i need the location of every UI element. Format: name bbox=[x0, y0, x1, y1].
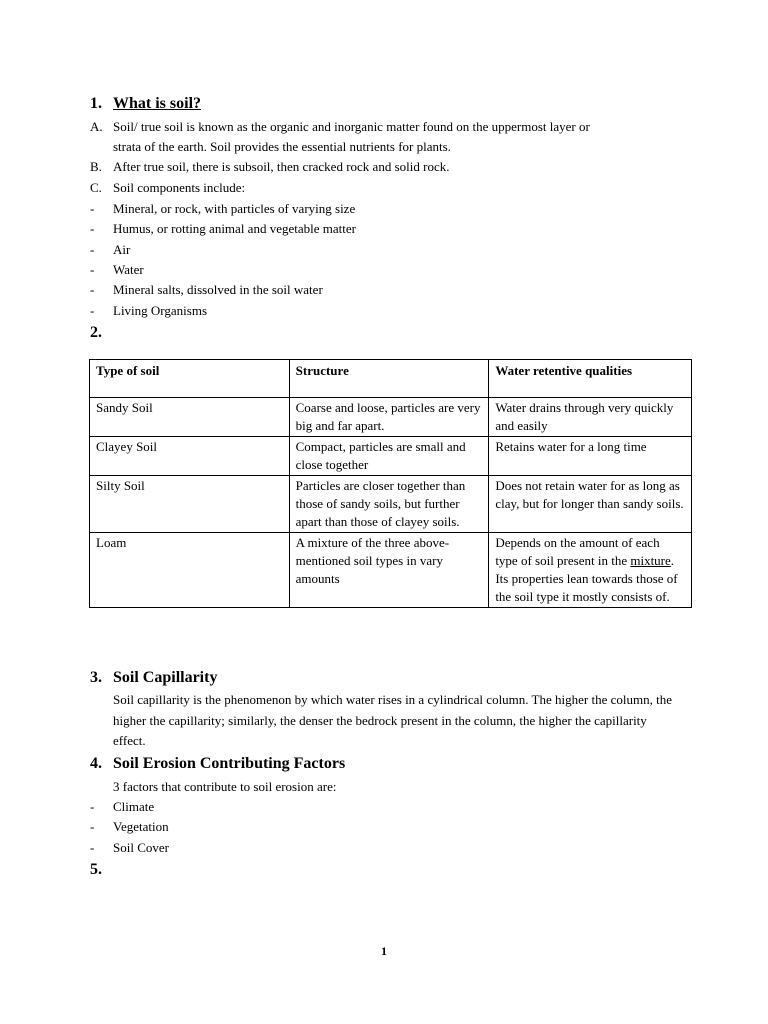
item-text-line: Soil components include: bbox=[113, 180, 246, 195]
table-row bbox=[90, 533, 692, 608]
item-text-line: Soil/ true soil is known as the organic and inorganic matter found on the uppermost layer or bbox=[113, 119, 590, 134]
bullet-text: Vegetation bbox=[113, 819, 169, 834]
bullet-marker: - bbox=[90, 819, 95, 834]
bullet-text: Mineral salts, dissolved in the soil water bbox=[113, 282, 323, 297]
item-text-line: After true soil, there is subsoil, then cracked rock and solid rock. bbox=[113, 159, 450, 174]
table-cell: Particles are closer together than those of sandy soils, but further apart than those of clayey soils. bbox=[289, 476, 489, 533]
table-cell: Retains water for a long time bbox=[489, 437, 692, 476]
section-number: 4. bbox=[90, 755, 102, 772]
section-4-heading bbox=[90, 755, 345, 773]
table-header-cell: Type of soil bbox=[90, 360, 290, 398]
capillarity-paragraph: Soil capillarity is the phenomenon by which water rises in a cylindrical column. The higher the column, the higher the capillarity; similarly, the denser the bedrock present in the column, the higher the capillarity effect. bbox=[113, 692, 672, 748]
section-title: Soil Erosion Contributing Factors bbox=[113, 755, 346, 772]
soil-types-table bbox=[89, 359, 692, 608]
bullet-marker: - bbox=[90, 262, 95, 277]
section-3-heading bbox=[90, 669, 217, 687]
table-row bbox=[90, 476, 692, 533]
table-cell bbox=[489, 533, 692, 608]
bullet-marker: - bbox=[90, 221, 95, 236]
table-row bbox=[90, 398, 692, 437]
table-cell: Compact, particles are small and close together bbox=[289, 437, 489, 476]
section-5-heading bbox=[90, 861, 113, 879]
bullet-text: Air bbox=[113, 242, 131, 257]
erosion-intro: 3 factors that contribute to soil erosion are: bbox=[113, 779, 337, 794]
bullet-marker: - bbox=[90, 282, 95, 297]
table-header-cell: Water retentive qualities bbox=[489, 360, 692, 398]
table-row bbox=[90, 437, 692, 476]
table-cell: Water drains through very quickly and easily bbox=[489, 398, 692, 437]
item-marker: B. bbox=[90, 159, 102, 174]
bullet-text: Water bbox=[113, 262, 144, 277]
table-cell: Clayey Soil bbox=[90, 437, 290, 476]
item-marker: A. bbox=[90, 119, 103, 134]
table-cell: A mixture of the three above-mentioned soil types in vary amounts bbox=[289, 533, 489, 608]
bullet-marker: - bbox=[90, 799, 95, 814]
page-number: 1 bbox=[381, 944, 387, 958]
table-cell: Sandy Soil bbox=[90, 398, 290, 437]
section-number: 2. bbox=[90, 324, 102, 341]
bullet-marker: - bbox=[90, 303, 95, 318]
cell-text: . Its properties lean towards those of the soil type it mostly consists of. bbox=[495, 553, 678, 604]
section-number: 5. bbox=[90, 861, 102, 878]
bullet-marker: - bbox=[90, 242, 95, 257]
table-cell: Coarse and loose, particles are very big and far apart. bbox=[289, 398, 489, 437]
section-title: Soil Capillarity bbox=[113, 669, 218, 686]
table-header-cell: Structure bbox=[289, 360, 489, 398]
item-text-line: strata of the earth. Soil provides the essential nutrients for plants. bbox=[113, 139, 451, 154]
cell-text: Depends on the amount of each type of soil present in the bbox=[495, 535, 660, 568]
section-2-heading bbox=[90, 324, 113, 342]
table-cell: Silty Soil bbox=[90, 476, 290, 533]
bullet-text: Climate bbox=[113, 799, 155, 814]
item-marker: C. bbox=[90, 180, 102, 195]
section-1-heading bbox=[90, 95, 201, 113]
bullet-text: Soil Cover bbox=[113, 840, 169, 855]
table-cell: Loam bbox=[90, 533, 290, 608]
table-header-row bbox=[90, 360, 692, 398]
section-title: What is soil? bbox=[113, 95, 202, 112]
mixture-link[interactable]: mixture bbox=[630, 553, 671, 568]
bullet-text: Humus, or rotting animal and vegetable matter bbox=[113, 221, 356, 236]
bullet-marker: - bbox=[90, 201, 95, 216]
section-number: 3. bbox=[90, 669, 102, 686]
table-cell: Does not retain water for as long as clay, but for longer than sandy soils. bbox=[489, 476, 692, 533]
bullet-text: Living Organisms bbox=[113, 303, 208, 318]
section-number: 1. bbox=[90, 95, 102, 112]
bullet-text: Mineral, or rock, with particles of varying size bbox=[113, 201, 356, 216]
bullet-marker: - bbox=[90, 840, 95, 855]
